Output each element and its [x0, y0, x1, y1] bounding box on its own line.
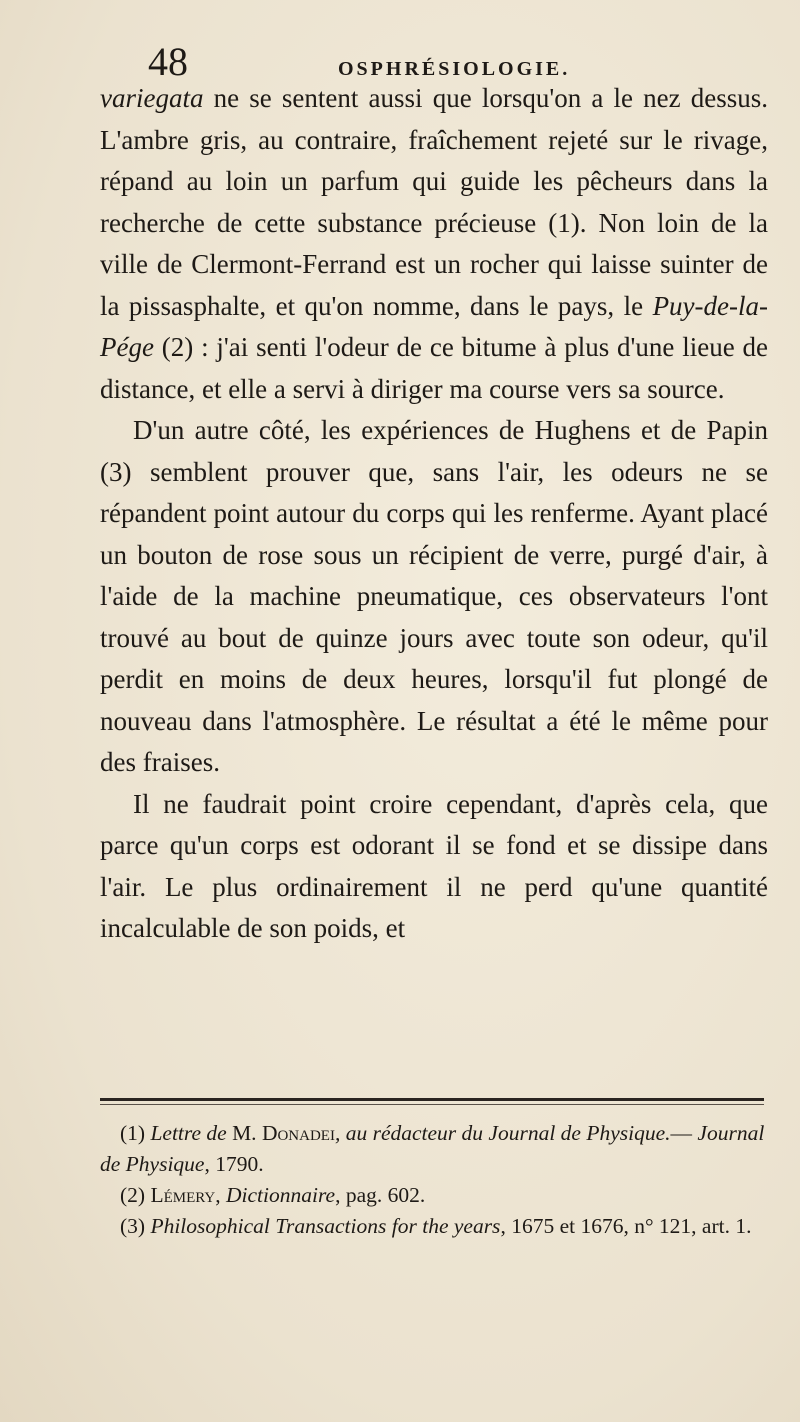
- italic-word: variegata: [100, 83, 204, 113]
- footnote-text: , 1675 et 1676, n° 121, art. 1.: [500, 1214, 752, 1238]
- paragraph-1: [100, 78, 768, 410]
- place-name: Puy-de-la-Pége: [100, 290, 768, 362]
- footnote-text: Lettre de: [150, 1121, 227, 1145]
- footnote-text: ,: [215, 1183, 227, 1207]
- footnote-rule: [100, 1098, 764, 1101]
- footnotes: [100, 1118, 768, 1242]
- footnote-1: [100, 1118, 768, 1180]
- paragraph-2: D'un autre côté, les expériences de Hughens et de Papin (3) semblent prouver que, sans l'air, les odeurs ne se répandent point autour du corps qui les renferme. Ayant placé un bouton de rose sous un récipient de verre, purgé d'air, à l'aide de la machine pneumatique, ces observateurs l'ont trouvé au bout de quinze jours avec toute son odeur, qu'il perdit en moins de deux heures, lorsqu'il fut plongé de nouveau dans l'atmosphère. Le résultat a été le même pour des fraises.: [100, 415, 768, 777]
- footnote-text: Philosophical Transactions for the years: [150, 1214, 501, 1238]
- footnote-text: , pag. 602.: [335, 1183, 426, 1207]
- footnote-number: (2): [120, 1183, 151, 1207]
- footnote-text: M.: [226, 1121, 262, 1145]
- footnote-text: , au rédacteur du Journal de Physique.: [334, 1121, 671, 1145]
- footnote-number: (1): [120, 1121, 151, 1145]
- footnote-number: (3): [120, 1214, 151, 1238]
- paragraph-text: (2) : j'ai senti l'odeur de ce bitume à plus d'une lieue de distance, et elle a servi à diriger ma course vers sa source.: [100, 332, 768, 404]
- footnote-journal: Journal de Physique: [100, 1121, 765, 1176]
- page-number: 48: [148, 39, 188, 84]
- footnote-2: [100, 1180, 768, 1211]
- running-title: OSPHRÉSIOLOGIE.: [338, 58, 571, 80]
- footnote-text: —: [670, 1121, 698, 1145]
- paragraph-text: ne se sentent aussi que lorsqu'on a le nez dessus. L'ambre gris, au contraire, fraîchement rejeté sur le rivage, répand au loin un parfum qui guide les pêcheurs dans la recherche de cette substance précieuse (1). Non loin de la ville de Clermont-Ferrand est un rocher qui laisse suinter de la pissasphalte, et qu'on nomme, dans le pays, le: [100, 83, 768, 321]
- footnote-rule-thin: [100, 1104, 764, 1105]
- footnote-3: [100, 1211, 768, 1242]
- footnote-text: , 1790.: [204, 1152, 264, 1176]
- footnote-author: Lémery: [150, 1183, 216, 1207]
- paragraph-3: Il ne faudrait point croire cependant, d'après cela, que parce qu'un corps est odorant il se fond et se dissipe dans l'air. Le plus ordinairement il ne perd qu'une quantité incalculable de son poids, et: [100, 788, 768, 943]
- footnote-author: Donadei: [261, 1121, 335, 1145]
- footnote-text: Dictionnaire: [226, 1183, 336, 1207]
- main-text: [100, 78, 768, 950]
